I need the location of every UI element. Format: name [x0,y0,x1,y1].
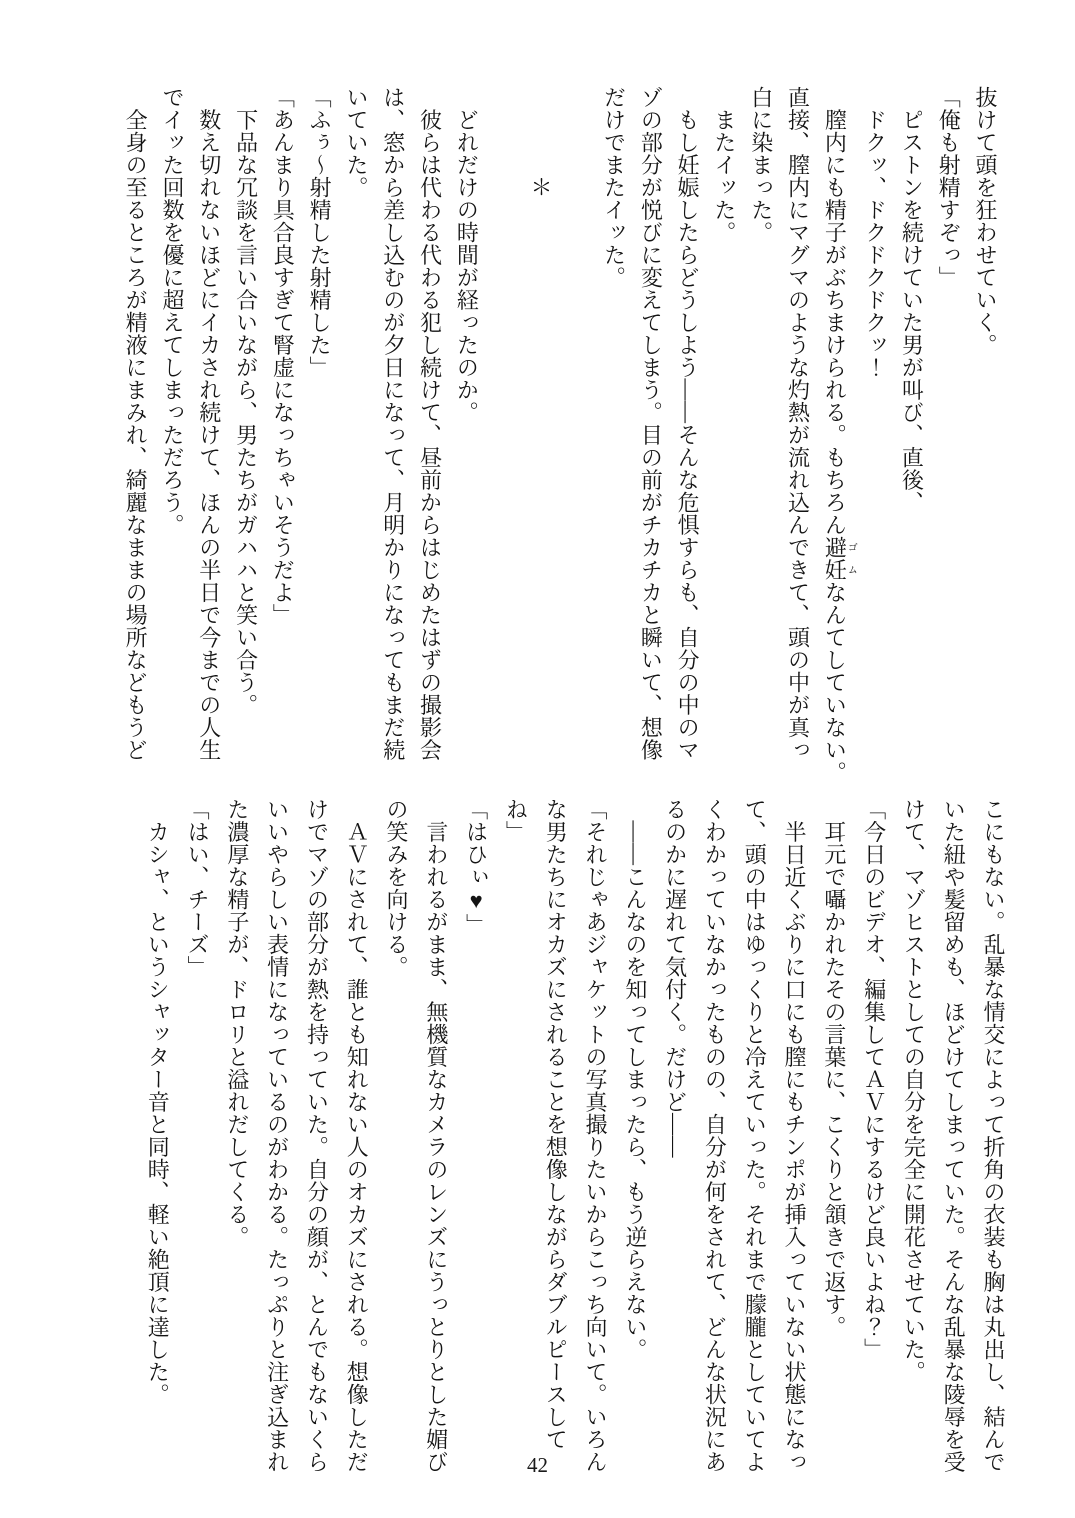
vertical-text-line: 膣内にも精子がぶちまけられる。もちろん避妊ゴムなんてしていない。 [822,86,857,784]
vertical-text-line: 「はい、チーズ」 [185,798,211,978]
vertical-text-line: 半日近くぶりに口にも膣にもチンポが挿入っていない状態になっ [782,798,808,1473]
vertical-text-line: くわかっていなかったものの、自分が何をされて、どんな状況にあ [702,798,728,1473]
vertical-text-line: 「あんまり具合良すぎて腎虚になっちゃいそうだよ」 [270,86,296,626]
vertical-text-line: 「俺も射精すぞっ」 [936,86,962,289]
vertical-text-line: カシャ、というシャッター音と同時、軽い絶頂に達した。 [145,798,171,1406]
vertical-text-line: いた紐や髪留めも、ほどけてしまっていた。そんな乱暴な陵辱を受 [941,798,967,1473]
vertical-text-line: けでマゾの部分が熱を持っていた。自分の顔が、とんでもないくら [304,798,330,1473]
vertical-text-line: いていた。 [343,86,369,199]
vertical-text-line: の笑みを向ける。 [384,798,410,978]
vertical-text-line: 直接、膣内にマグマのような灼熱が流れ込んできて、頭の中が真っ [785,86,811,761]
vertical-text-line: 全身の至るところが精液にまみれ、綺麗なままの場所などもうど [123,86,149,761]
vertical-text-line: 「ふぅ〜射精した射精した」 [307,86,333,379]
vertical-text-line: こにもない。乱暴な情交によって折角の衣装も胸は丸出し、結んで [981,798,1006,1473]
vertical-text-line: な男たちにオカズにされることを想像しながらダブルピースして [543,798,569,1451]
vertical-text-block-bottom [137,798,1013,1506]
vertical-text-line: るのかに遅れて気付く。だけど―― [662,798,688,1158]
vertical-text-line: 耳元で囁かれたその言葉に、こくりと頷きで返す。 [821,798,847,1338]
furigana-ruby: 避妊ゴム [822,536,857,581]
vertical-text-line: た濃厚な精子が、ドロリと溢れだしてくる。 [224,798,250,1248]
vertical-text-line: は、窓から差し込むのが夕日になって、月明かりになってもまだ続 [380,86,406,761]
vertical-text-line: いいやらしい表情になっているのがわかる。たっぷりと注ぎ込まれ [264,798,290,1473]
vertical-text-line: もし妊娠したらどうしよう――そんな危惧すらも、自分の中のマ [675,86,701,761]
vertical-text-line: 「それじゃあジャケットの写真撮りたいからこっち向いて。いろん [583,798,609,1473]
vertical-text-line: けて、マゾヒストとしての自分を完全に開花させていた。 [901,798,927,1383]
vertical-text-line: でイッた回数を優に超えてしまっただろう。 [159,86,185,536]
vertical-text-line: ゾの部分が悦びに変えてしまう。目の前がチカチカと瞬いて、想像 [638,86,664,761]
vertical-text-line: ピストンを続けていた男が叫び、直後、 [899,86,925,514]
vertical-text-line: 「今日のビデオ、編集してＡＶにするけど良いよね？」 [861,798,887,1361]
vertical-text-line: 言われるがまま、無機質なカメラのレンズにうっとりとした媚び [423,798,449,1473]
vertical-text-line: 彼らは代わる代わる犯し続けて、昼前からはじめたはずの撮影会 [417,86,443,761]
vertical-text-line: 数え切れないほどにイカされ続けて、ほんの半日で今までの人生 [196,86,222,761]
vertical-text-line: だけでまたイッた。 [601,86,627,289]
page-number: 42 [527,1453,548,1477]
vertical-text-line: ドクッ、ドクドクドクッ！ [862,86,888,379]
vertical-text-line: ＡＶにされて、誰とも知れない人のオカズにされる。想像しただ [344,798,370,1473]
section-break-asterisk: ＊ [527,86,553,199]
vertical-text-line: 白に染まった。 [748,86,774,244]
vertical-text-block-top [116,86,1003,791]
vertical-text-line: て、頭の中はゆっくりと冷えていった。それまで朦朧としていてよ [742,798,768,1473]
vertical-text-line: またイッた。 [711,86,737,244]
vertical-text-line: どれだけの時間が経ったのか。 [454,86,480,424]
vertical-text-line: ね」 [503,798,529,843]
vertical-text-line: 抜けて頭を狂わせていく。 [973,86,998,356]
blank-line [484,86,521,791]
vertical-text-line: ――こんなのを知ってしまったら、もう逆らえない。 [622,798,648,1361]
vertical-text-line: 「はひぃ♥」 [463,798,489,936]
blank-line [558,86,595,791]
vertical-text-line: 下品な冗談を言い合いながら、男たちがガハハと笑い合う。 [233,86,259,716]
